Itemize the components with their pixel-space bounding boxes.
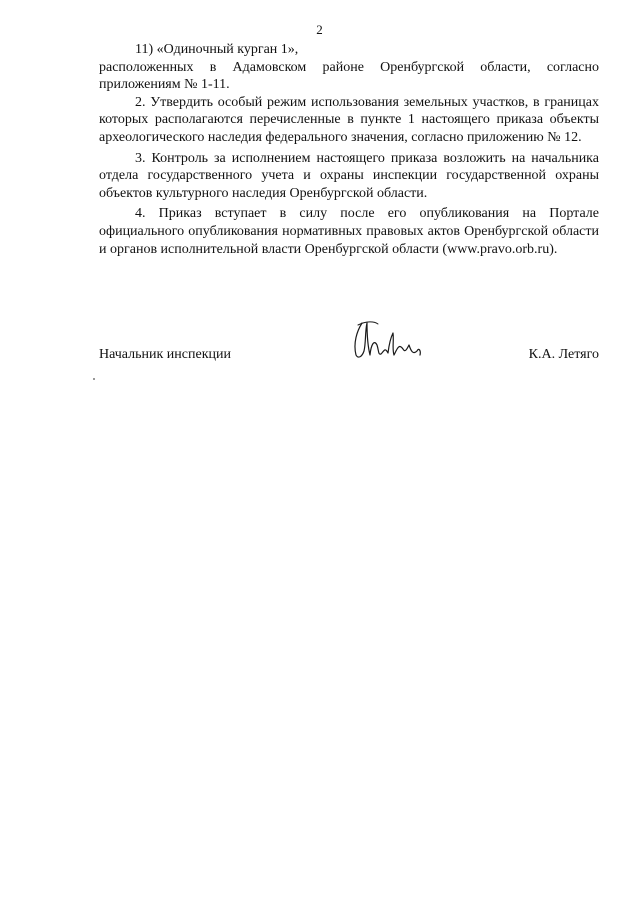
scan-speck: [93, 378, 95, 380]
paragraph-4: 4. Приказ вступает в силу после его опубликования на Портале официального опубликования нормативных правовых актов Оренбургской области и органов исполнительной власти Оренбургской области (www.pravo.orb.ru).: [99, 206, 599, 257]
signer-title: Начальник инспекции: [99, 347, 231, 362]
location-sentence: расположенных в Адамовском районе Оренбургской области, согласно приложениям № 1-11.: [99, 59, 599, 93]
page-number: 2: [316, 22, 323, 37]
paragraph-3: 3. Контроль за исполнением настоящего приказа возложить на начальника отдела государственного учета и охраны инспекции государственной охраны объектов культурного наследия Оренбургской области.: [99, 150, 599, 201]
signer-name: К.А. Летяго: [528, 347, 599, 362]
list-item-11: 11) «Одиночный курган 1»,: [135, 42, 299, 57]
document-body: [99, 41, 599, 261]
paragraph-2: 2. Утвердить особый режим использования земельных участков, в границах которых располагаются перечисленные в пункте 1 настоящего приказа объекты археологического наследия федерального значения, согласно приложению № 12.: [99, 94, 599, 145]
handwritten-signature: [348, 315, 428, 365]
